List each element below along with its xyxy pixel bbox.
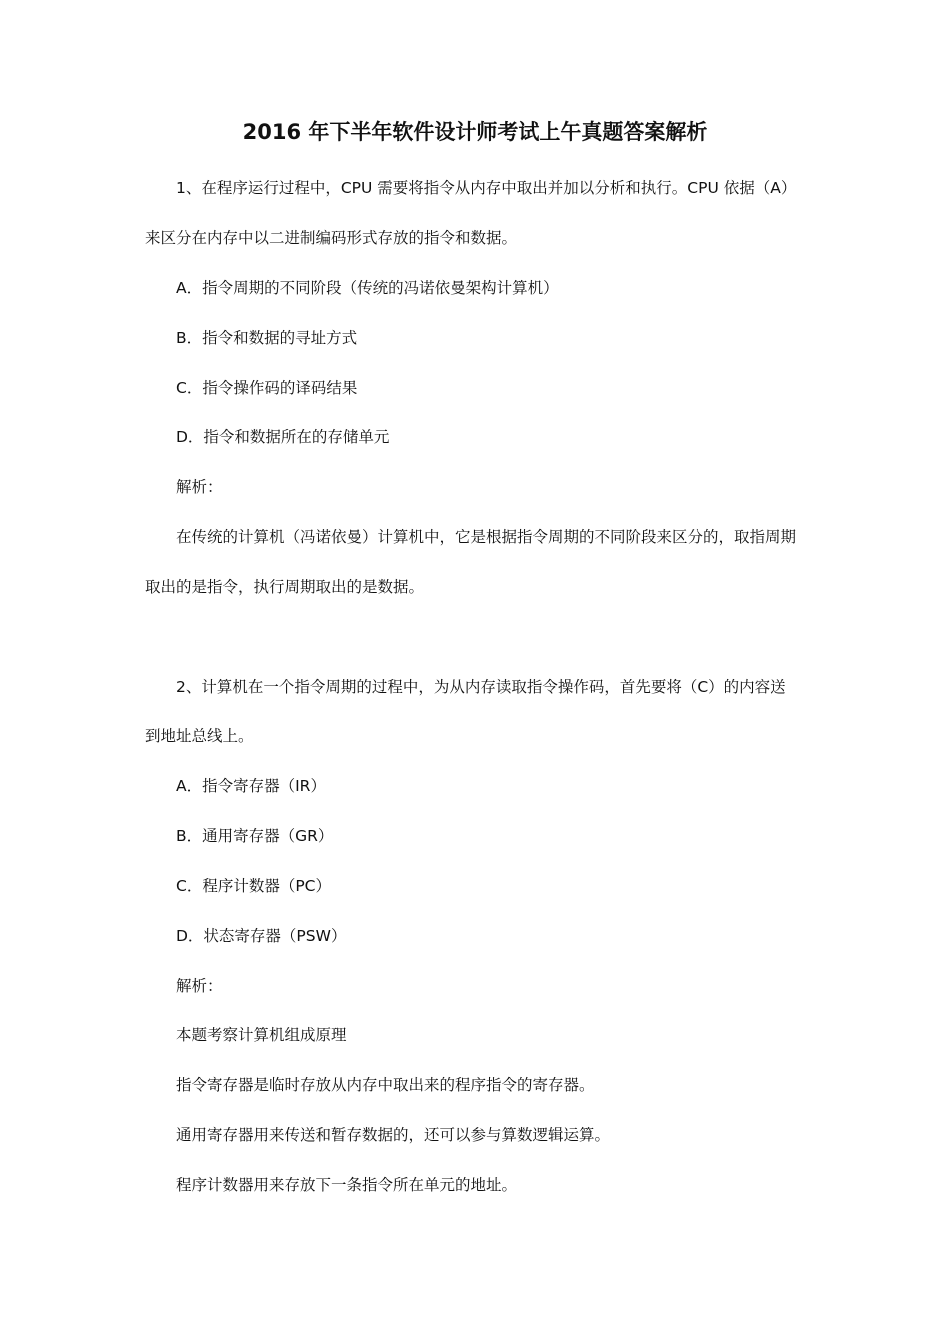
q1-option-b: B．指令和数据的寻址方式: [176, 329, 358, 347]
q1-stem-line2: 来区分在内存中以二进制编码形式存放的指令和数据。: [145, 229, 518, 247]
page-title: 2016 年下半年软件设计师考试上午真题答案解析: [242, 120, 708, 144]
q2-analysis-line4: 程序计数器用来存放下一条指令所在单元的地址。: [176, 1176, 518, 1194]
q2-option-b: B．通用寄存器（GR）: [176, 827, 334, 845]
q2-option-d: D．状态寄存器（PSW）: [176, 927, 347, 945]
q1-option-d: D．指令和数据所在的存储单元: [176, 428, 390, 446]
q1-option-a: A．指令周期的不同阶段（传统的冯诺依曼架构计算机）: [176, 279, 559, 297]
q1-analysis-line2: 取出的是指令，执行周期取出的是数据。: [145, 578, 425, 596]
q2-option-a: A．指令寄存器（IR）: [176, 777, 326, 795]
q2-stem-line2: 到地址总线上。: [145, 727, 254, 745]
q1-stem-line1: 1、在程序运行过程中，CPU 需要将指令从内存中取出并加以分析和执行。CPU 依据（A）: [176, 179, 797, 197]
q2-analysis-line1: 本题考察计算机组成原理: [176, 1026, 347, 1044]
q2-analysis-label: 解析：: [176, 977, 223, 995]
q2-analysis-line2: 指令寄存器是临时存放从内存中取出来的程序指令的寄存器。: [176, 1076, 595, 1094]
q2-option-c: C．程序计数器（PC）: [176, 877, 331, 895]
q1-option-c: C．指令操作码的译码结果: [176, 379, 358, 397]
q1-analysis-label: 解析：: [176, 478, 223, 496]
q2-stem-line1: 2、计算机在一个指令周期的过程中，为从内存读取指令操作码，首先要将（C）的内容送: [176, 678, 786, 696]
q2-analysis-line3: 通用寄存器用来传送和暂存数据的，还可以参与算数逻辑运算。: [176, 1126, 611, 1144]
q1-analysis-line1: 在传统的计算机（冯诺依曼）计算机中，它是根据指令周期的不同阶段来区分的，取指周期: [176, 528, 797, 546]
